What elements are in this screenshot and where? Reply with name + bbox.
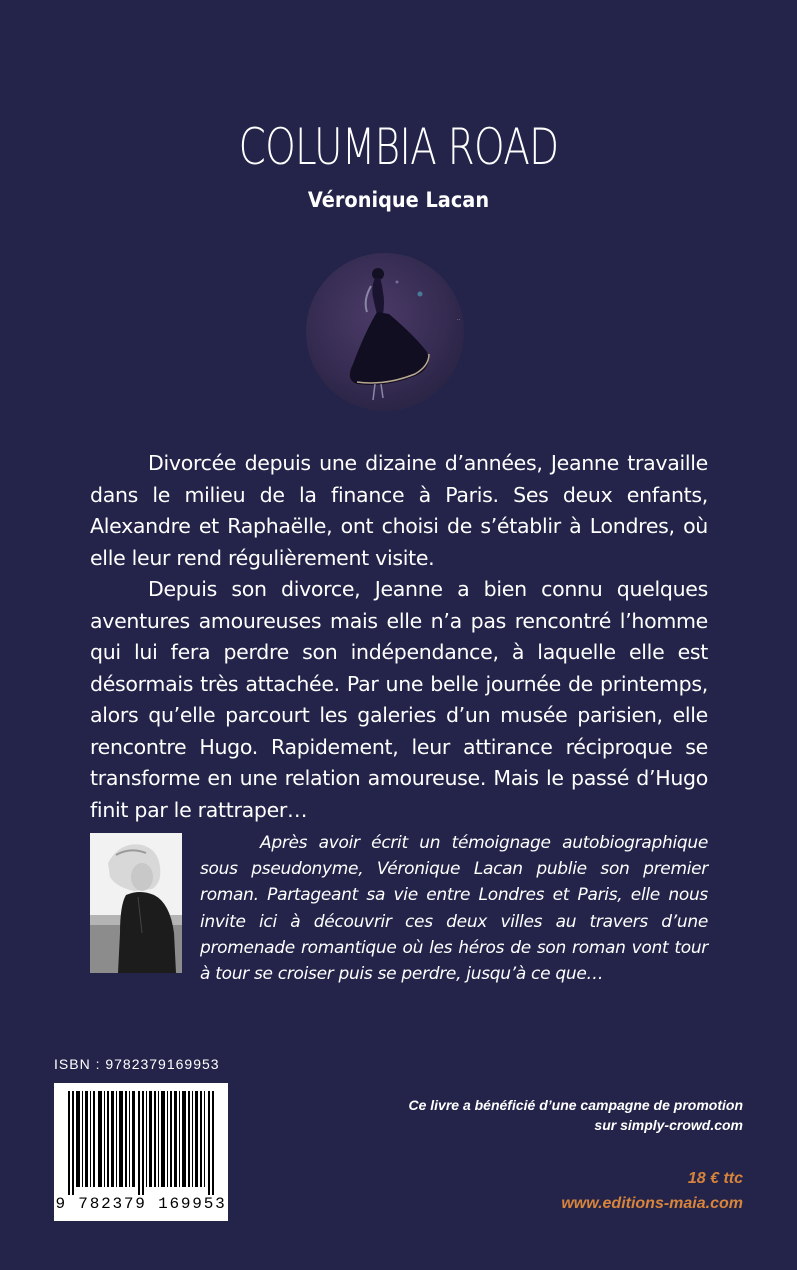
author-name: Véronique Lacan <box>307 188 490 212</box>
synopsis <box>90 448 708 826</box>
publisher-website: www.editions-maia.com <box>561 1195 743 1212</box>
promotion-line: Ce livre a bénéficié d’une campagne de promotion <box>408 1097 743 1113</box>
promotion-line: sur simply-crowd.com <box>594 1117 743 1133</box>
price: 18 € ttc <box>687 1170 743 1187</box>
synopsis-paragraph: Depuis son divorce, Jeanne a bien connu quelques aventures amoureuses mais elle n’a pas rencontré l’homme qui lui fera perdre son indépendance, à laquelle elle est désormais très attachée. Par une belle journée de printemps, alors qu’elle parcourt les galeries d’un musée parisien, elle rencontre Hugo. Rapidement, leur attirance réciproque se transforme en une relation amoureuse. Mais le passé d’Hugo finit par le rattraper… <box>90 577 708 822</box>
author-photo <box>90 833 182 973</box>
barcode-digits: 9 782379 169953 <box>55 1195 227 1213</box>
synopsis-paragraph: Divorcée depuis une dizaine d’années, Jeanne travaille dans le milieu de la finance à Paris. Ses deux enfants, Alexandre et Raphaëlle, ont choisi de s’établir à Londres, où elle leur rend régulièrement visite. <box>90 451 708 570</box>
author-bio: Après avoir écrit un témoignage autobiographique sous pseudonyme, Véronique Lacan publie son premier roman. Partageant sa vie entre Londres et Paris, elle nous invite ici à découvrir ces deux villes au travers d’une promenade romantique où les héros de son roman vont tour à tour se croiser puis se perdre, jusqu’à ce que… <box>200 833 708 985</box>
svg-text:..: .. <box>457 316 461 322</box>
isbn-label: ISBN : 9782379169953 <box>54 1056 220 1072</box>
barcode-bars <box>54 1083 228 1195</box>
book-title: COLUMBIA ROAD <box>238 118 559 176</box>
promotion-note <box>343 1095 743 1135</box>
cover-illustration-medallion <box>305 252 465 412</box>
barcode <box>54 1083 228 1221</box>
